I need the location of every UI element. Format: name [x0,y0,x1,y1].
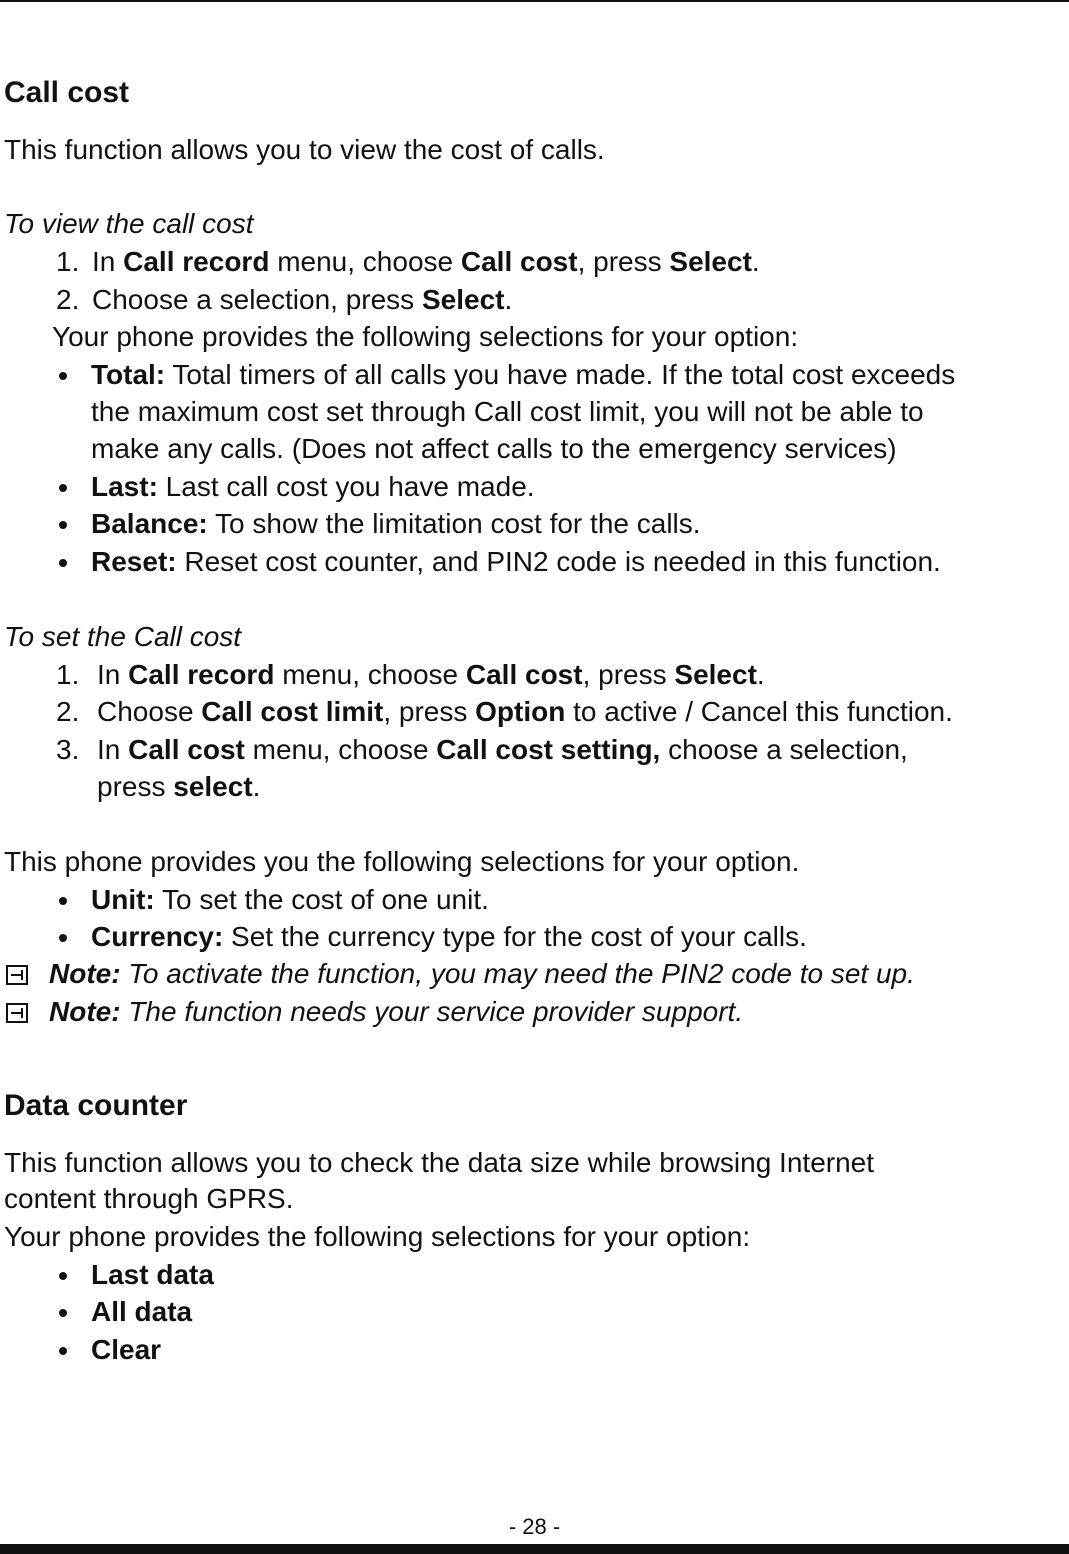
set-step-2: 2. Choose Call cost limit, press Option to active / Cancel this function. [56,696,953,727]
call-cost-intro: This function allows you to view the cost of calls. [4,134,605,165]
option-last-data: Last data [91,1259,214,1290]
set-step-3-line2: press select. [97,771,261,802]
bullet-total [59,372,67,380]
data-counter-provides: Your phone provides the following selections for your option: [4,1221,751,1252]
option-clear: Clear [91,1334,162,1365]
option-unit: Unit: To set the cost of one unit. [91,884,489,915]
bullet-balance [59,521,67,529]
view-step-2: 2. Choose a selection, press Select. [56,284,513,315]
view-call-cost-heading: To view the call cost [4,208,254,239]
set-step-3-line1: 3. In Call cost menu, choose Call cost setting, choose a selection, [56,734,908,765]
set-call-cost-heading: To set the Call cost [4,621,242,652]
option-currency: Currency: Set the currency type for the cost of your calls. [91,921,807,952]
option-reset: Reset: Reset cost counter, and PIN2 code is needed in this function. [91,546,941,577]
bullet-unit [59,897,67,905]
option-total-line1: Total: Total timers of all calls you have made. If the total cost exceeds [91,359,956,390]
option-all-data: All data [91,1296,193,1327]
view-step-1: 1. In Call record menu, choose Call cost, press Select. [56,246,760,277]
set-provides: This phone provides you the following selections for your option. [4,846,800,877]
top-rule [0,0,1069,2]
set-step-1: 1. In Call record menu, choose Call cost, press Select. [56,659,765,690]
bottom-rule [0,1544,1069,1554]
view-provides: Your phone provides the following selections for your option: [52,321,799,352]
option-last: Last: Last call cost you have made. [91,471,535,502]
note-icon [6,965,28,985]
bullet-last-data [59,1272,67,1280]
bullet-all-data [59,1309,67,1317]
option-total-line2: the maximum cost set through Call cost limit, you will not be able to [91,396,924,427]
note-icon [6,1003,28,1023]
note-pin2: Note: To activate the function, you may need the PIN2 code to set up. [49,958,915,989]
section-title-call-cost: Call cost [4,76,130,109]
bullet-reset [59,559,67,567]
option-balance: Balance: To show the limitation cost for the calls. [91,508,701,539]
bullet-currency [59,934,67,942]
page-number: - 28 - [508,1514,561,1539]
bullet-clear [59,1347,67,1355]
data-counter-intro-line2: content through GPRS. [4,1183,294,1214]
option-total-line3: make any calls. (Does not affect calls to the emergency services) [91,433,897,464]
note-provider: Note: The function needs your service provider support. [49,996,744,1027]
bullet-last [59,484,67,492]
section-title-data-counter: Data counter [4,1089,188,1122]
data-counter-intro-line1: This function allows you to check the data size while browsing Internet [4,1147,875,1178]
